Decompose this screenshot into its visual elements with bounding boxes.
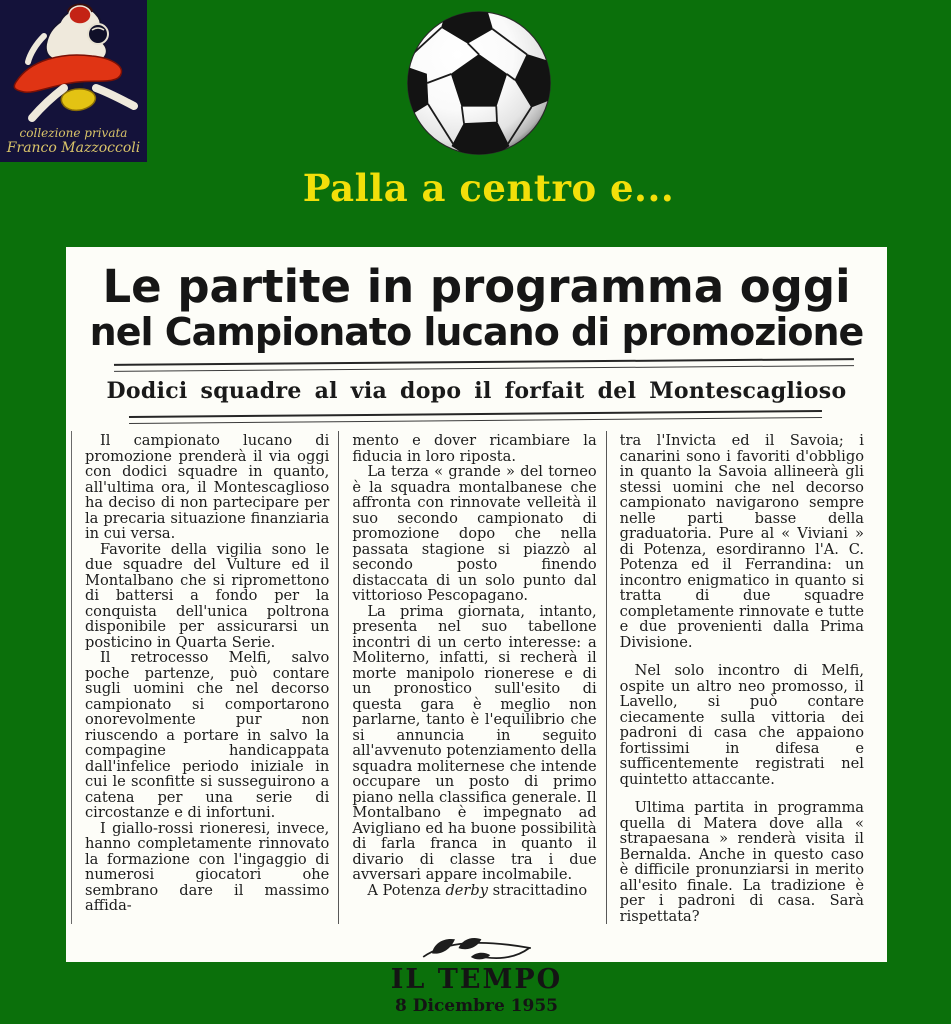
paragraph: Il campionato lucano di promozione prenderà il via oggi con dodici squadre in quanto, all'ultima ora, il Montescaglioso ha deciso di non partecipare per la precaria situazione finanziaria in cui versa. xyxy=(85,432,330,542)
newspaper-clipping xyxy=(66,247,887,1016)
banner-title: Palla a centro e... xyxy=(302,166,675,210)
headline-line1: Le partite in programma oggi xyxy=(102,260,851,313)
logo-caption xyxy=(0,126,147,156)
issue-date: 8 Dicembre 1955 xyxy=(395,996,558,1016)
headline xyxy=(66,260,887,354)
derby-line-italic: derby xyxy=(445,881,488,899)
headline-divider-rule xyxy=(114,358,854,372)
paragraph: Nel solo incontro di Melfi, ospite un altro neo promosso, il Lavello, si può contare ciecamente sulla vittoria dei padroni di casa che appaiono fortissimi in difesa e sufficentemente registrati nel quintetto attaccante. xyxy=(619,662,864,788)
derby-line-post: stracittadino xyxy=(488,881,588,899)
paragraph: Il retrocesso Melfi, salvo poche partenze, può contare sugli uomini che nel decorso campionato si comportarono onorevolmente pur non riuscendo a portare in salvo la compagine handicappata dall'infelice periodo iniziale in cui le sconfitte si susseguirono a catena per una serie di circostanze e di infortuni. xyxy=(85,649,330,821)
article-column-3 xyxy=(606,431,873,924)
collection-logo xyxy=(0,0,147,162)
soccer-ball-icon xyxy=(404,8,554,158)
subheadline: Dodici squadre al via dopo il forfait del Montescaglioso xyxy=(106,378,847,404)
paragraph: La prima giornata, intanto, presenta nel suo tabellone incontri di un certo interesse: a Moliterno, infatti, si recherà il morte manipolo rionerese e di un pronostico sull'esito di questa gara è meglio non parlarne, tanto è l'equilibrio che si annuncia in seguito all'avvenuto potenziamento della squadra moliternese che intende occupare un posto di primo piano nella classifica generale. Il Montalbano è impegnato ad Avigliano ed ha buone possibilità di farla franca in quanto il divario di classe tra i due avversari appare incolmabile. xyxy=(352,602,597,883)
footballer-painting-icon xyxy=(0,0,147,130)
paragraph-continuation: mento e dover ricambiare la fiducia in loro riposta. xyxy=(352,432,597,465)
leaf-ornament-icon xyxy=(412,934,542,964)
paragraph: I giallo-rossi rioneresi, invece, hanno completamente rinnovato la formazione con l'ingaggio di numerosi giocatori ohe sembrano dare il massimo affida- xyxy=(85,819,330,914)
logo-caption-line1: collezione privata xyxy=(19,126,128,140)
derby-line-pre: A Potenza xyxy=(367,881,446,899)
headline-line2: nel Campionato lucano di promozione xyxy=(89,310,864,354)
subheadline-divider-rule xyxy=(129,410,822,424)
paragraph-continuation: tra l'Invicta ed il Savoia; i canarini sono i favoriti d'obbligo in quanto la Savoia allineerà gli stessi uomini che nel decorso campionato navigarono sempre nelle parti basse della graduatoria. Pure al « Viviani » di Potenza, esordiranno l'A. C. Potenza ed il Ferrandina: un incontro enigmatico in quanto si tratta di due squadre completamente rinnovate e tutte e due provenienti dalla Prima Divisione. xyxy=(619,432,864,651)
paragraph: Favorite della vigilia sono le due squadre del Vulture ed il Montalbano che si ripromettono di battersi a fondo per la conquista dell'unica poltrona disponibile per assicurarsi un posticino in Quarta Serie. xyxy=(85,540,330,651)
article-column-2 xyxy=(338,431,605,924)
article-column-1 xyxy=(72,431,338,924)
article-columns xyxy=(71,431,873,924)
paragraph: La terza « grande » del torneo è la squadra montalbanese che affronta con rinnovate velleità il suo secondo campionato di promozione dopo che nella passata stagione si piazzò al secondo posto finendo distaccata di un solo punto dal vittorioso Pescopagano. xyxy=(352,463,597,604)
clipping-footer xyxy=(66,934,887,1016)
paragraph: Ultima partita in programma quella di Matera dove alla « strapaesana » renderà visita il Bernalda. Anche in questo caso è difficile pronunziarsi in merito all'esito finale. La tradizione è per i padroni di casa. Sarà rispettata? xyxy=(619,799,864,925)
masthead: IL TEMPO xyxy=(390,964,563,995)
paragraph-derby-line xyxy=(352,883,596,899)
logo-caption-line2: Franco Mazzoccoli xyxy=(6,140,141,156)
